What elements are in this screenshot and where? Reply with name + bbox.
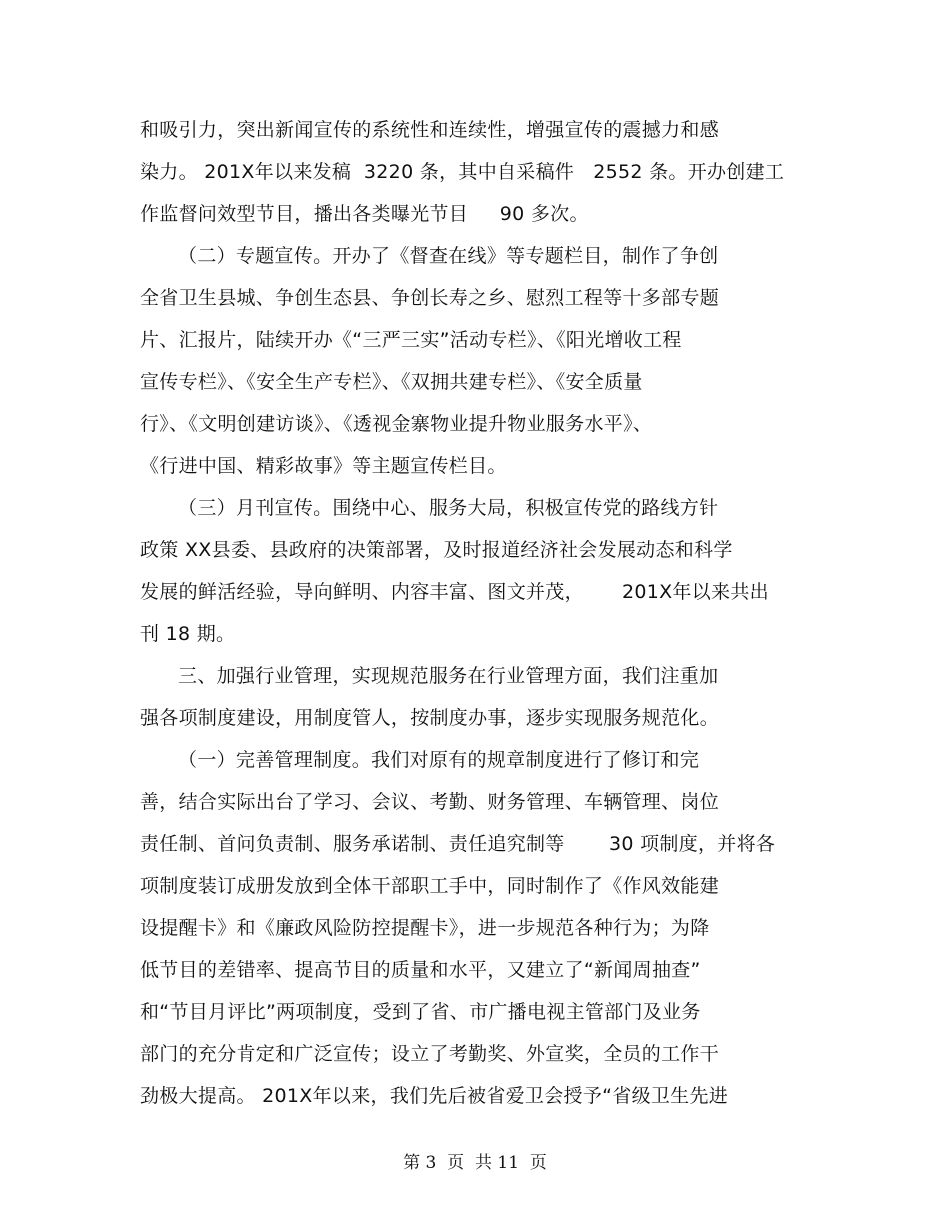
text-line: 发展的鲜活经验，导向鲜明、内容丰富、图文并茂， 201X年以来共出 [140,581,769,603]
text-line: 设提醒卡》和《廉政风险防控提醒卡》，进一步规范各种行为；为降 [140,917,710,939]
page-number-footer: 第 3 页 共 11 页 [403,1153,547,1173]
text-line: 染力。 201X年以来发稿 3220 条，其中自采稿件 2552 条。开办创建工 [140,161,785,183]
text-line: 和吸引力，突出新闻宣传的系统性和连续性，增强宣传的震撼力和感 [140,119,720,141]
text-line: 劲极大提高。 201X年以来，我们先后被省爱卫会授予“省级卫生先进 [140,1085,729,1107]
text-line: 部门的充分肯定和广泛宣传；设立了考勤奖、外宣奖，全员的工作干 [140,1043,720,1065]
text-line: 责任制、首问负责制、服务承诺制、责任追究制等 30 项制度，并将各 [140,833,776,855]
text-line: （二）专题宣传。开办了《督查在线》等专题栏目，制作了争创 [140,245,719,267]
text-line: 作监督问效型节目，播出各类曝光节目 90 多次。 [140,203,589,225]
text-line: 行》、《文明创建访谈》、《透视金寨物业提升物业服务水平》、 [140,413,653,435]
text-line: 和“节目月评比”两项制度，受到了省、市广播电视主管部门及业务 [140,1001,701,1023]
text-line: 宣传专栏》、《安全生产专栏》、《双拥共建专栏》、《安全质量 [140,371,643,393]
text-line: 善，结合实际出台了学习、会议、考勤、财务管理、车辆管理、岗位 [140,791,720,813]
text-line: 政策 XX县委、县政府的决策部署，及时报道经济社会发展动态和科学 [140,539,733,561]
text-line: 项制度装订成册发放到全体干部职工手中，同时制作了《作风效能建 [140,875,720,897]
text-line: （三）月刊宣传。围绕中心、服务大局，积极宣传党的路线方针 [140,497,719,519]
text-line: 低节目的差错率、提高节目的质量和水平，又建立了“新闻周抽查” [140,959,701,981]
text-line: 强各项制度建设，用制度管人，按制度办事，逐步实现服务规范化。 [140,707,720,729]
text-line: 全省卫生县城、争创生态县、争创长寿之乡、慰烈工程等十多部专题 [140,287,720,309]
text-line: （一）完善管理制度。我们对原有的规章制度进行了修订和完 [140,749,700,771]
text-line: 三、加强行业管理，实现规范服务在行业管理方面，我们注重加 [140,665,719,687]
text-line: 刊 18 期。 [140,623,236,645]
text-line: 《行进中国、精彩故事》等主题宣传栏目。 [140,455,507,477]
text-line: 片、汇报片，陆续开办《“三严三实”活动专栏》、《阳光增收工程 [140,329,682,351]
